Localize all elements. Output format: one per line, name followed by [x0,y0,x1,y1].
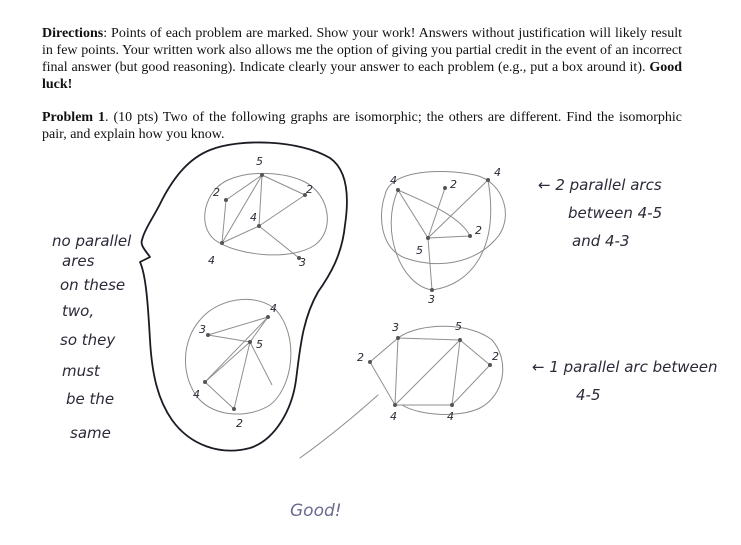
graph-d [357,320,503,423]
top-right-note-line: and 4-3 [572,232,630,250]
left-note-line: no parallel [52,232,132,250]
top-right-note-line: between 4-5 [568,204,663,222]
graph-a-vertex-label: 4 [250,211,257,224]
graph-d-vertex-label: 2 [492,350,499,363]
graph-a-vertex-label: 2 [306,183,313,196]
answer-circle [140,142,347,450]
graph-d-vertex-label: 4 [390,410,397,423]
left-note-line: must [62,362,100,380]
left-note-line: two, [62,302,95,320]
graph-c-vertex-label: 2 [236,417,243,430]
problem-1-label: Problem 1 [42,110,106,125]
graph-a-vertex-label: 4 [208,254,215,267]
bottom-right-note [532,358,717,404]
left-note-line: same [70,424,111,442]
graph-c-vertex-label: 3 [199,323,206,336]
bottom-right-note-line: 4-5 [576,386,601,404]
graph-d-vertex-label: 4 [447,410,454,423]
graph-b-vertex-label: 2 [450,178,457,191]
directions-text: : Points of each problem are marked. Show your work! Answers without justification will likely result in few points. Your written work also allows me the option of giving you partial credit in the event of an incorrect final answer (but good reasoning). Indicate clearly your answer to each problem (e.g., put a box around it). [42,26,682,75]
graph-b [382,166,506,306]
graph-c [185,299,290,430]
graph-c-vertex-label: 4 [193,388,200,401]
left-note [52,232,132,442]
graph-c-vertex-label: 4 [270,302,277,315]
graph-d-vertex-label: 3 [392,321,399,334]
graph-a-vertex-label: 2 [213,186,220,199]
left-note-line: ares [62,252,95,270]
graph-b-vertex-label: 4 [390,174,397,187]
pointer-line [300,395,378,458]
graph-b-vertex-label: 2 [475,224,482,237]
left-note-line: so they [60,331,116,349]
graph-a-vertex-label: 3 [299,256,306,269]
graph-d-vertex-label: 5 [455,320,462,333]
top-right-note-line: ← 2 parallel arcs [538,176,662,194]
bottom-right-note-line: ← 1 parallel arc between [532,358,718,376]
problem-1-text: . (10 pts) Two of the following graphs are isomorphic; the others are different. Find the isomorphic pair, and explain how you know. [42,110,682,142]
good-luck-text: Good luck! [42,60,682,92]
graph-b-vertex-label: 4 [494,166,501,179]
top-right-note [538,176,662,250]
graph-b-vertex-label: 3 [428,293,435,306]
graph-c-vertex-label: 5 [256,338,263,351]
graph-b-vertex-label: 5 [416,244,423,257]
graph-a [205,155,328,269]
graph-d-vertex-label: 2 [357,351,364,364]
grader-comment: Good! [290,501,342,521]
left-note-line: be the [66,390,115,408]
graph-a-vertex-label: 5 [256,155,263,168]
directions-label: Directions [42,26,104,41]
left-note-line: on these [60,276,126,294]
